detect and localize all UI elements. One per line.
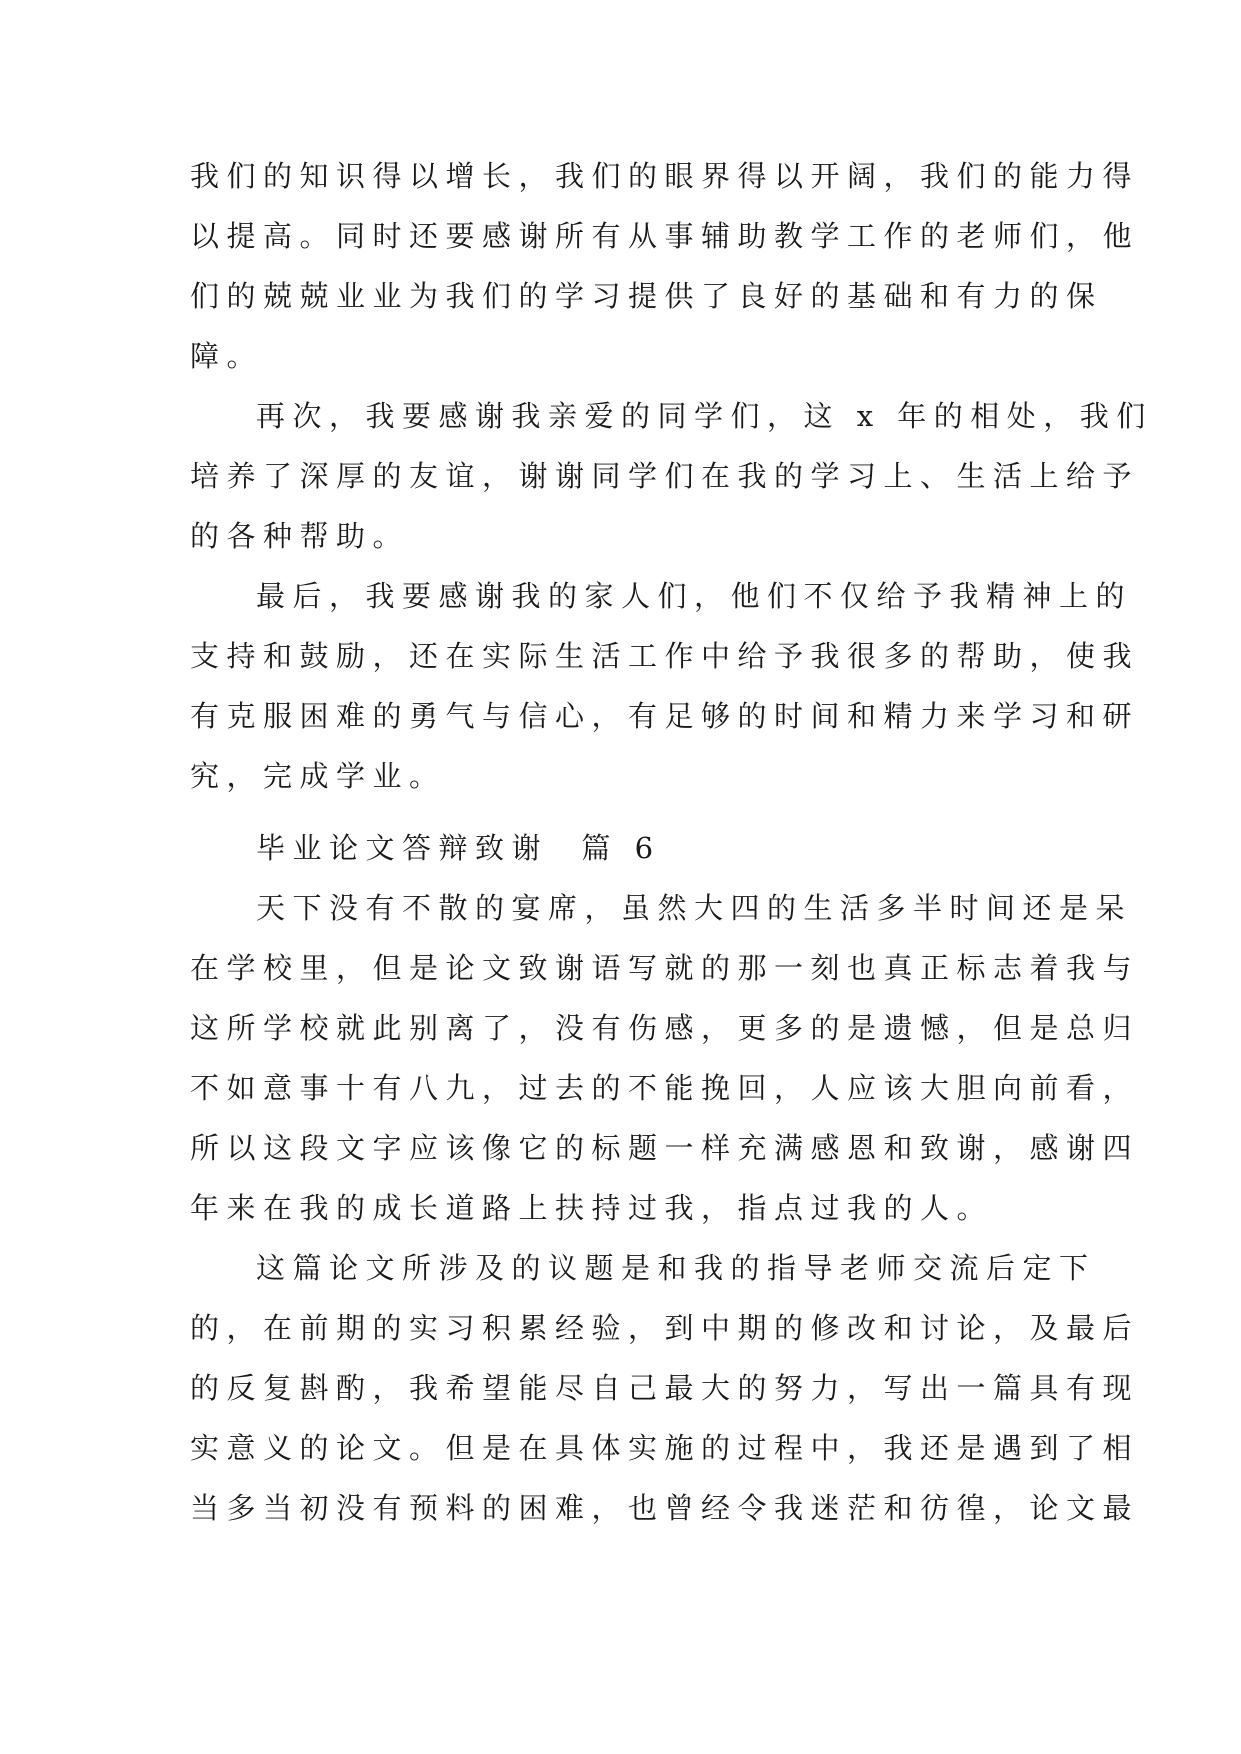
heading-text: 毕业论文答辩致谢 篇 6 (256, 831, 661, 865)
text-line: 究，完成学业。 (190, 759, 446, 793)
text-line: 的反复斟酌，我希望能尽自己最大的努力，写出一篇具有现 (190, 1371, 1140, 1405)
text-line: 实意义的论文。但是在具体实施的过程中，我还是遇到了相 (190, 1431, 1140, 1465)
text-line: 障。 (190, 339, 264, 373)
text-line: 不如意事十有八九，过去的不能挽回，人应该大胆向前看， (190, 1071, 1140, 1105)
body-text-section-a (190, 146, 1153, 806)
text-line: 所以这段文字应该像它的标题一样充满感恩和致谢，感谢四 (190, 1131, 1140, 1165)
text-line: 的各种帮助。 (190, 519, 410, 553)
text-line: 最后，我要感谢我的家人们，他们不仅给予我精神上的 (256, 579, 1133, 613)
text-line: 再次，我要感谢我亲爱的同学们，这 x 年的相处，我们 (256, 399, 1153, 433)
paragraph (190, 878, 1140, 1238)
section-heading (190, 818, 1052, 878)
text-line: 在学校里，但是论文致谢语写就的那一刻也真正标志着我与 (190, 951, 1140, 985)
text-line: 以提高。同时还要感谢所有从事辅助教学工作的老师们，他 (190, 219, 1140, 253)
text-line: 有克服困难的勇气与信心，有足够的时间和精力来学习和研 (190, 699, 1140, 733)
paragraph (190, 566, 1140, 806)
paragraph (190, 386, 1153, 566)
text-line: 们的兢兢业业为我们的学习提供了良好的基础和有力的保 (190, 279, 1103, 313)
text-line: 这篇论文所涉及的议题是和我的指导老师交流后定下 (256, 1251, 1096, 1285)
text-line: 培养了深厚的友谊，谢谢同学们在我的学习上、生活上给予 (190, 459, 1140, 493)
paragraph (190, 1238, 1140, 1538)
paragraph (190, 146, 1140, 386)
text-line: 支持和鼓励，还在实际生活工作中给予我很多的帮助，使我 (190, 639, 1140, 673)
text-line: 我们的知识得以增长，我们的眼界得以开阔，我们的能力得 (190, 159, 1140, 193)
text-line: 的，在前期的实习积累经验，到中期的修改和讨论，及最后 (190, 1311, 1140, 1345)
text-line: 当多当初没有预料的困难，也曾经令我迷茫和彷徨，论文最 (190, 1491, 1140, 1525)
text-line: 年来在我的成长道路上扶持过我，指点过我的人。 (190, 1191, 994, 1225)
text-line: 天下没有不散的宴席，虽然大四的生活多半时间还是呆 (256, 891, 1133, 925)
body-text-section-b (190, 818, 1140, 1538)
text-line: 这所学校就此别离了，没有伤感，更多的是遗憾，但是总归 (190, 1011, 1140, 1045)
